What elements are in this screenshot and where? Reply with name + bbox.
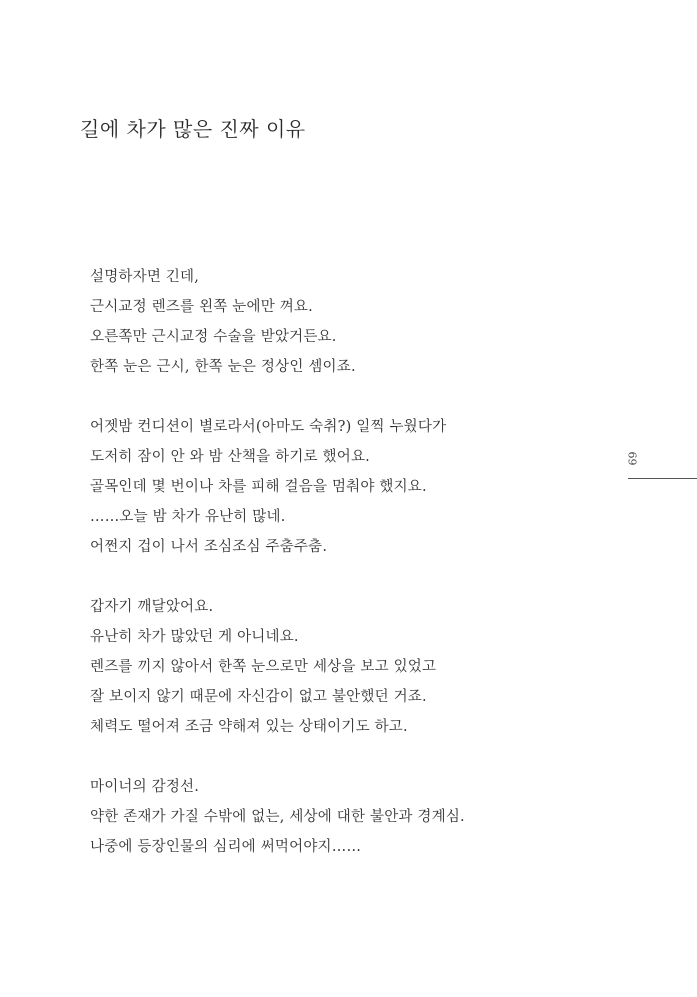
text-line: 어쩐지 겁이 나서 조심조심 주춤주춤.: [90, 539, 328, 555]
page-number: 69: [625, 451, 639, 466]
text-line: 설명하자면 긴데,: [90, 269, 200, 285]
stanza-2: [90, 412, 610, 562]
stanza-3: [90, 592, 610, 742]
text-line: 갑자기 깨달았어요.: [90, 599, 214, 615]
text-line: 나중에 등장인물의 심리에 써먹어야지……: [90, 839, 362, 855]
text-line: 약한 존재가 가질 수밖에 없는, 세상에 대한 불안과 경계심.: [90, 809, 465, 825]
text-line: 유난히 차가 많았던 게 아니네요.: [90, 629, 299, 645]
text-line: 잘 보이지 않기 때문에 자신감이 없고 불안했던 거죠.: [90, 689, 427, 705]
text-line: ……오늘 밤 차가 유난히 많네.: [90, 509, 286, 525]
page-number-rule: [628, 478, 697, 479]
text-line: 렌즈를 끼지 않아서 한쪽 눈으로만 세상을 보고 있었고: [90, 659, 437, 675]
stanza-4: [90, 772, 610, 862]
page-title: 길에 차가 많은 진짜 이유: [80, 117, 306, 141]
text-line: 골목인데 몇 번이나 차를 피해 걸음을 멈춰야 했지요.: [90, 479, 427, 495]
text-line: 한쪽 눈은 근시, 한쪽 눈은 정상인 셈이죠.: [90, 359, 356, 375]
stanza-1: [90, 262, 610, 382]
text-line: 오른쪽만 근시교정 수술을 받았거든요.: [90, 329, 337, 345]
text-line: 근시교정 렌즈를 왼쪽 눈에만 껴요.: [90, 299, 313, 315]
body-text: [90, 262, 610, 892]
text-line: 마이너의 감정선.: [90, 779, 200, 795]
text-line: 어젯밤 컨디션이 별로라서(아마도 숙취?) 일찍 누웠다가: [90, 419, 447, 435]
text-line: 체력도 떨어져 조금 약해져 있는 상태이기도 하고.: [90, 719, 408, 735]
text-line: 도저히 잠이 안 와 밤 산책을 하기로 했어요.: [90, 449, 370, 465]
